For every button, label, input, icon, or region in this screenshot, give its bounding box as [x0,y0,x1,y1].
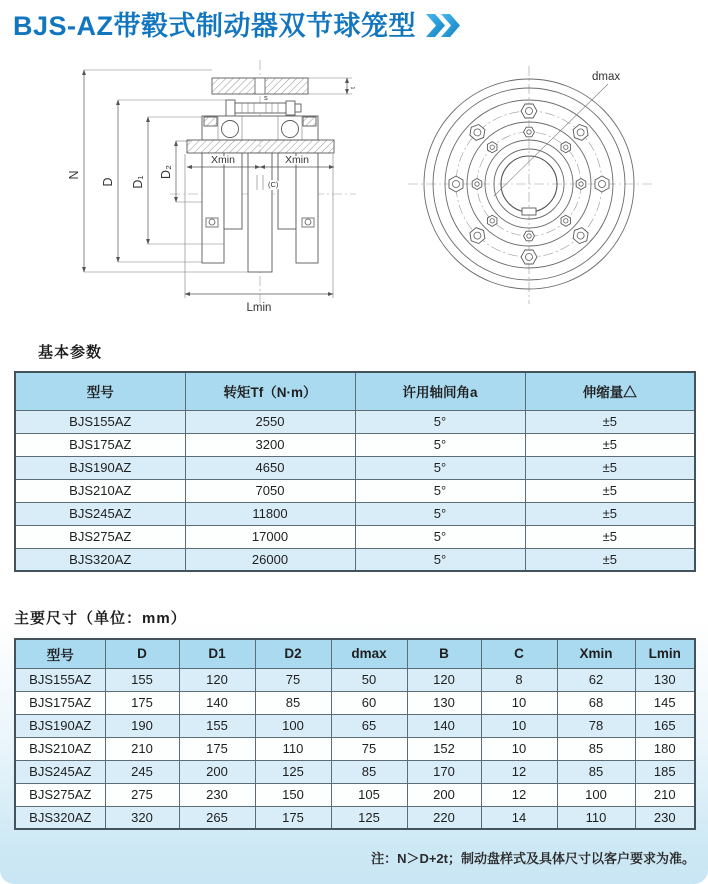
table-cell: 26000 [185,548,355,571]
col-header-xmin: Xmin [557,639,635,668]
table-cell: 17000 [185,525,355,548]
table-cell: 175 [179,737,255,760]
label-lmin: Lmin [246,302,272,314]
table-cell: 65 [331,714,407,737]
table-cell: 185 [635,760,695,783]
table-cell: 120 [179,668,255,691]
table-cell: 320 [105,806,179,829]
basic-params-section [14,341,694,572]
table-cell: 165 [635,714,695,737]
table-cell: 230 [179,783,255,806]
table-cell: 190 [105,714,179,737]
table-cell: ±5 [525,525,695,548]
table-row [15,410,695,433]
table-row [15,737,695,760]
table-cell: 140 [179,691,255,714]
basic-params-title: 基本参数 [38,344,103,361]
table-cell: ±5 [525,548,695,571]
label-s: s [264,93,268,102]
table-cell: 11800 [185,502,355,525]
col-header-dmax: dmax [331,639,407,668]
table-cell: BJS275AZ [15,783,105,806]
table-row [15,502,695,525]
table-row [15,691,695,714]
table-cell: 7050 [185,479,355,502]
label-xmin-right: Xmin [285,154,309,166]
label-c: (C) [268,180,279,189]
table-cell: ±5 [525,479,695,502]
table-cell: 125 [255,760,331,783]
table-cell: 8 [481,668,557,691]
label-d2: D₂ [159,165,173,179]
dimensions-body [15,668,695,829]
label-dmax: dmax [592,71,621,83]
table-cell: 5° [355,410,525,433]
table-cell: 100 [255,714,331,737]
table-cell: 210 [635,783,695,806]
table-cell: 3200 [185,433,355,456]
table-cell: 85 [557,737,635,760]
table-cell: 75 [255,668,331,691]
table-cell: 5° [355,525,525,548]
table-row [15,525,695,548]
table-row [15,433,695,456]
table-cell: BJS175AZ [15,691,105,714]
table-cell: 85 [557,760,635,783]
col-header-model: 型号 [15,372,185,410]
table-cell: 220 [407,806,481,829]
side-view-drawing [52,54,382,322]
table-cell: 68 [557,691,635,714]
table-row [15,714,695,737]
label-d: D [101,177,115,187]
table-cell: 12 [481,760,557,783]
table-cell: 62 [557,668,635,691]
table-cell: BJS175AZ [15,433,185,456]
table-cell: 10 [481,691,557,714]
table-cell: 120 [407,668,481,691]
col-header-d2: D2 [255,639,331,668]
table-cell: 10 [481,737,557,760]
label-d1: D₁ [131,175,145,189]
table-cell: BJS320AZ [15,548,185,571]
table-cell: 5° [355,479,525,502]
table-cell: 14 [481,806,557,829]
table-cell: 200 [179,760,255,783]
table-cell: 85 [255,691,331,714]
table-cell: ±5 [525,410,695,433]
table-cell: 245 [105,760,179,783]
table-cell: 265 [179,806,255,829]
col-header-c: C [481,639,557,668]
table-cell: 2550 [185,410,355,433]
table-cell: 5° [355,456,525,479]
page-title: BJS-AZ带毂式制动器双节球笼型 [13,11,417,41]
label-t: t [350,87,357,89]
table-cell: BJS190AZ [15,714,105,737]
table-row [15,806,695,829]
table-cell: BJS245AZ [15,502,185,525]
table-cell: 130 [407,691,481,714]
table-cell: BJS320AZ [15,806,105,829]
dimensions-section [14,607,694,830]
table-cell: 150 [255,783,331,806]
table-cell: 170 [407,760,481,783]
col-header-lmin: Lmin [635,639,695,668]
table-cell: 5° [355,433,525,456]
col-header-torque: 转矩Tf（N·m） [185,372,355,410]
table-cell: BJS275AZ [15,525,185,548]
table-cell: 180 [635,737,695,760]
col-header-model: 型号 [15,639,105,668]
table-row [15,783,695,806]
table-row [15,456,695,479]
table-header-row [15,372,695,410]
table-row [15,548,695,571]
table-cell: 130 [635,668,695,691]
table-cell: 155 [105,668,179,691]
col-header-angle: 许用轴间角a [355,372,525,410]
table-cell: BJS155AZ [15,668,105,691]
table-cell: ±5 [525,433,695,456]
front-view-drawing [396,58,678,310]
table-cell: 5° [355,502,525,525]
table-cell: 230 [635,806,695,829]
table-cell: 78 [557,714,635,737]
table-cell: 152 [407,737,481,760]
page-header [13,4,461,43]
table-cell: 125 [331,806,407,829]
table-header-row [15,639,695,668]
table-cell: 110 [557,806,635,829]
table-row [15,760,695,783]
table-cell: BJS210AZ [15,737,105,760]
table-cell: 110 [255,737,331,760]
table-cell: 75 [331,737,407,760]
dimensions-title: 主要尺寸（单位：mm） [14,610,187,627]
table-cell: BJS210AZ [15,479,185,502]
table-row [15,479,695,502]
col-header-expansion: 伸缩量△ [525,372,695,410]
table-cell: 155 [179,714,255,737]
table-cell: 10 [481,714,557,737]
table-row [15,668,695,691]
table-cell: BJS155AZ [15,410,185,433]
table-cell: 145 [635,691,695,714]
table-cell: 105 [331,783,407,806]
table-cell: 100 [557,783,635,806]
col-header-d1: D1 [179,639,255,668]
basic-params-body [15,410,695,571]
table-cell: 275 [105,783,179,806]
label-n: N [67,170,81,180]
table-cell: 175 [255,806,331,829]
table-cell: BJS190AZ [15,456,185,479]
table-cell: 5° [355,548,525,571]
table-cell: 4650 [185,456,355,479]
table-cell: 175 [105,691,179,714]
footnote: 注：N＞D+2t；制动盘样式及具体尺寸以客户要求为准。 [371,851,695,866]
title-chevrons-icon [425,14,461,37]
table-cell: ±5 [525,456,695,479]
col-header-d: D [105,639,179,668]
basic-params-table [14,371,696,572]
table-cell: 60 [331,691,407,714]
table-cell: 12 [481,783,557,806]
table-cell: 85 [331,760,407,783]
dimensions-table [14,638,696,830]
table-cell: 50 [331,668,407,691]
col-header-b: B [407,639,481,668]
label-xmin-left: Xmin [211,154,235,166]
table-cell: BJS245AZ [15,760,105,783]
table-cell: ±5 [525,502,695,525]
table-cell: 200 [407,783,481,806]
table-cell: 140 [407,714,481,737]
table-cell: 210 [105,737,179,760]
